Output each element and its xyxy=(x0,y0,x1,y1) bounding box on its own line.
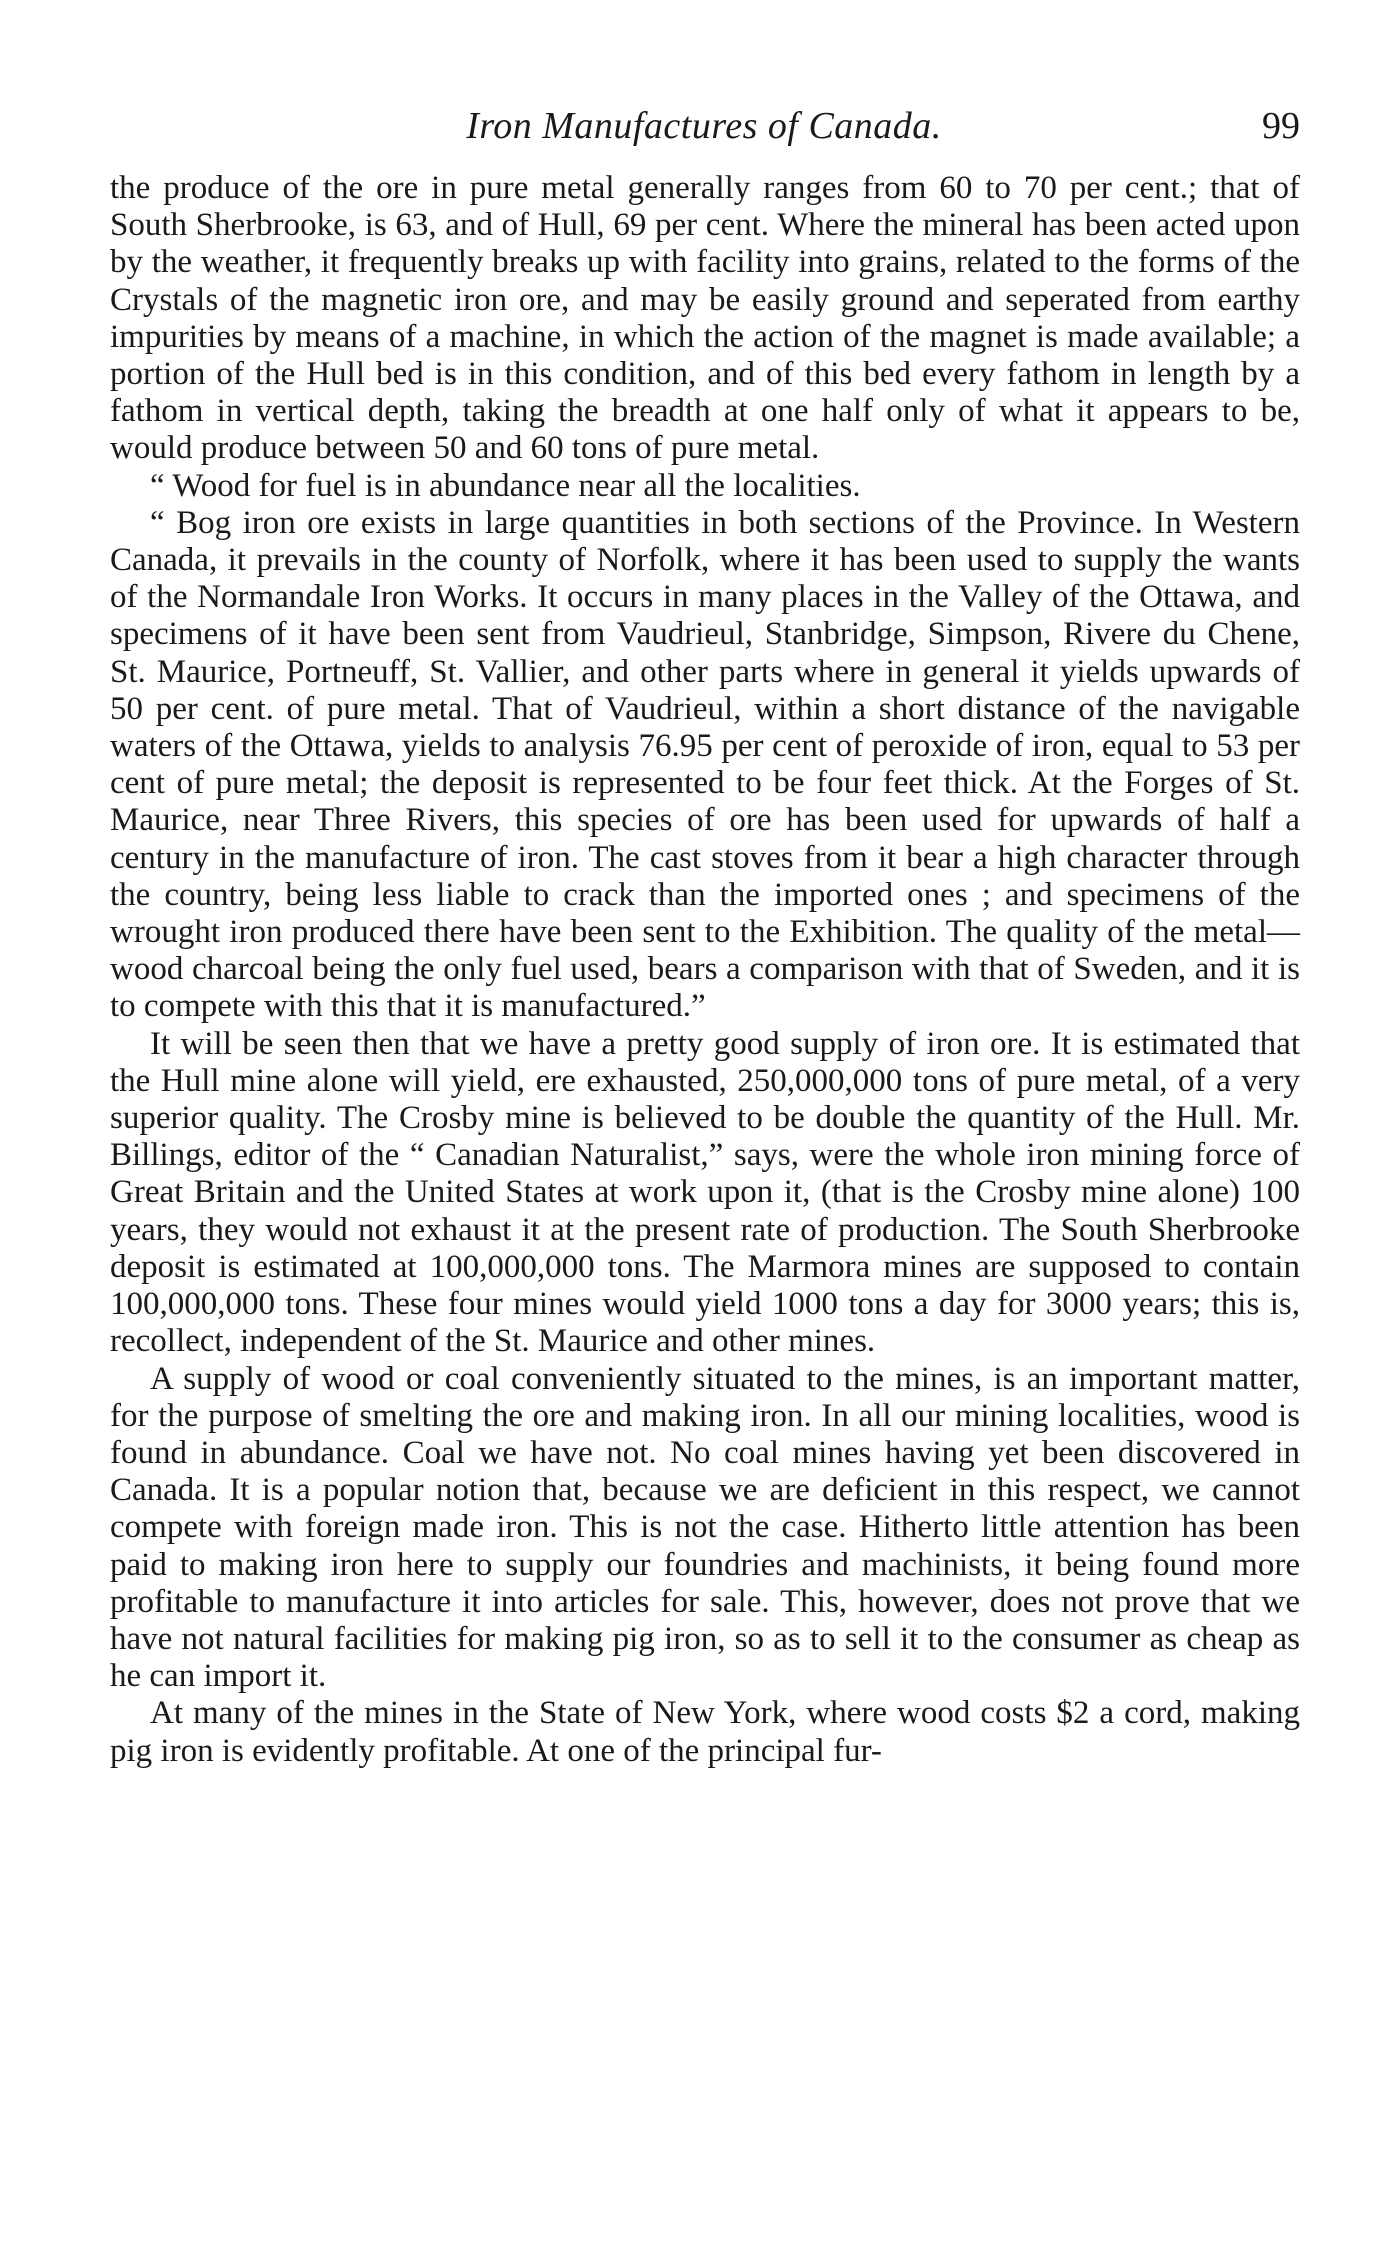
running-head xyxy=(108,104,1300,154)
paragraph-wood-fuel: “ Wood for fuel is in abundance near all the localities. xyxy=(150,467,861,504)
paragraph-bog-iron: “ Bog iron ore exists in large quantities in both sections of the Province. In Western Canada, it prevails in the county of Norfolk, where it has been used to supply the wants of the Normandale Iron Works. It occurs in many places in the Valley of the Ottawa, and specimens of it have been sent from Vaudrieul, Stanbridge, Simpson, Rivere du Chene, St. Maurice, Portneuff, St. Vallier, and other parts where in general it yields upwards of 50 per cent. of pure metal. That of Vaudrieul, within a short distance of the navigable waters of the Ottawa, yields to analysis 76.95 per cent of peroxide of iron, equal to 53 per cent of pure metal; the deposit is represented to be four feet thick. At the Forges of St. Maurice, near Three Rivers, this species of ore has been used for upwards of half a century in the manufacture of iron. The cast stoves from it bear a high character through the country, being less liable to crack than the imported ones ; and specimens of the wrought iron produced there have been sent to the Exhibition. The quality of the metal—wood charcoal being the only fuel used, bears a comparison with that of Sweden, and it is to compete with this that it is manufactured.” xyxy=(110,504,1300,1025)
page-number: 99 xyxy=(1262,105,1300,147)
running-title: Iron Manufactures of Canada. xyxy=(466,105,942,147)
paragraph-supply-estimate: It will be seen then that we have a pretty good supply of iron ore. It is estimated that the Hull mine alone will yield, ere exhausted, 250,000,000 tons of pure metal, of a very superior quality. The Crosby mine is believed to be double the quantity of the Hull. Mr. Billings, editor of the “ Canadian Naturalist,” says, were the whole iron mining force of Great Britain and the United States at work upon it, (that is the Crosby mine alone) 100 years, they would not exhaust it at the present rate of production. The South Sherbrooke deposit is estimated at 100,000,000 tons. The Marmora mines are supposed to contain 100,000,000 tons. These four mines would yield 1000 tons a day for 3000 years; this is, recollect, independent of the St. Maurice and other mines. xyxy=(110,1025,1300,1360)
paragraph-wood-coal: A supply of wood or coal conveniently situated to the mines, is an important matter, for the purpose of smelting the ore and making iron. In all our mining localities, wood is found in abundance. Coal we have not. No coal mines having yet been discovered in Canada. It is a popular notion that, because we are deficient in this respect, we cannot compete with foreign made iron. This is not the case. Hitherto little attention has been paid to making iron here to supply our foundries and machinists, it being found more profitable to manufacture it into articles for sale. This, however, does not prove that we have not natural facilities for making pig iron, so as to sell it to the consumer as cheap as he can import it. xyxy=(110,1360,1300,1695)
body-text xyxy=(110,170,1300,1770)
paragraph-ore-yield: the produce of the ore in pure metal generally ranges from 60 to 70 per cent.; that of South Sherbrooke, is 63, and of Hull, 69 per cent. Where the mineral has been acted upon by the weather, it frequently breaks up with facility into grains, related to the forms of the Crystals of the magnetic iron ore, and may be easily ground and seperated from earthy impurities by means of a machine, in which the action of the magnet is made available; a portion of the Hull bed is in this condition, and of this bed every fathom in length by a fathom in vertical depth, taking the breadth at one half only of what it appears to be, would produce between 50 and 60 tons of pure metal. xyxy=(110,170,1300,467)
paragraph-new-york: At many of the mines in the State of New York, where wood costs $2 a cord, making pig iron is evidently profitable. At one of the principal fur- xyxy=(110,1695,1300,1769)
